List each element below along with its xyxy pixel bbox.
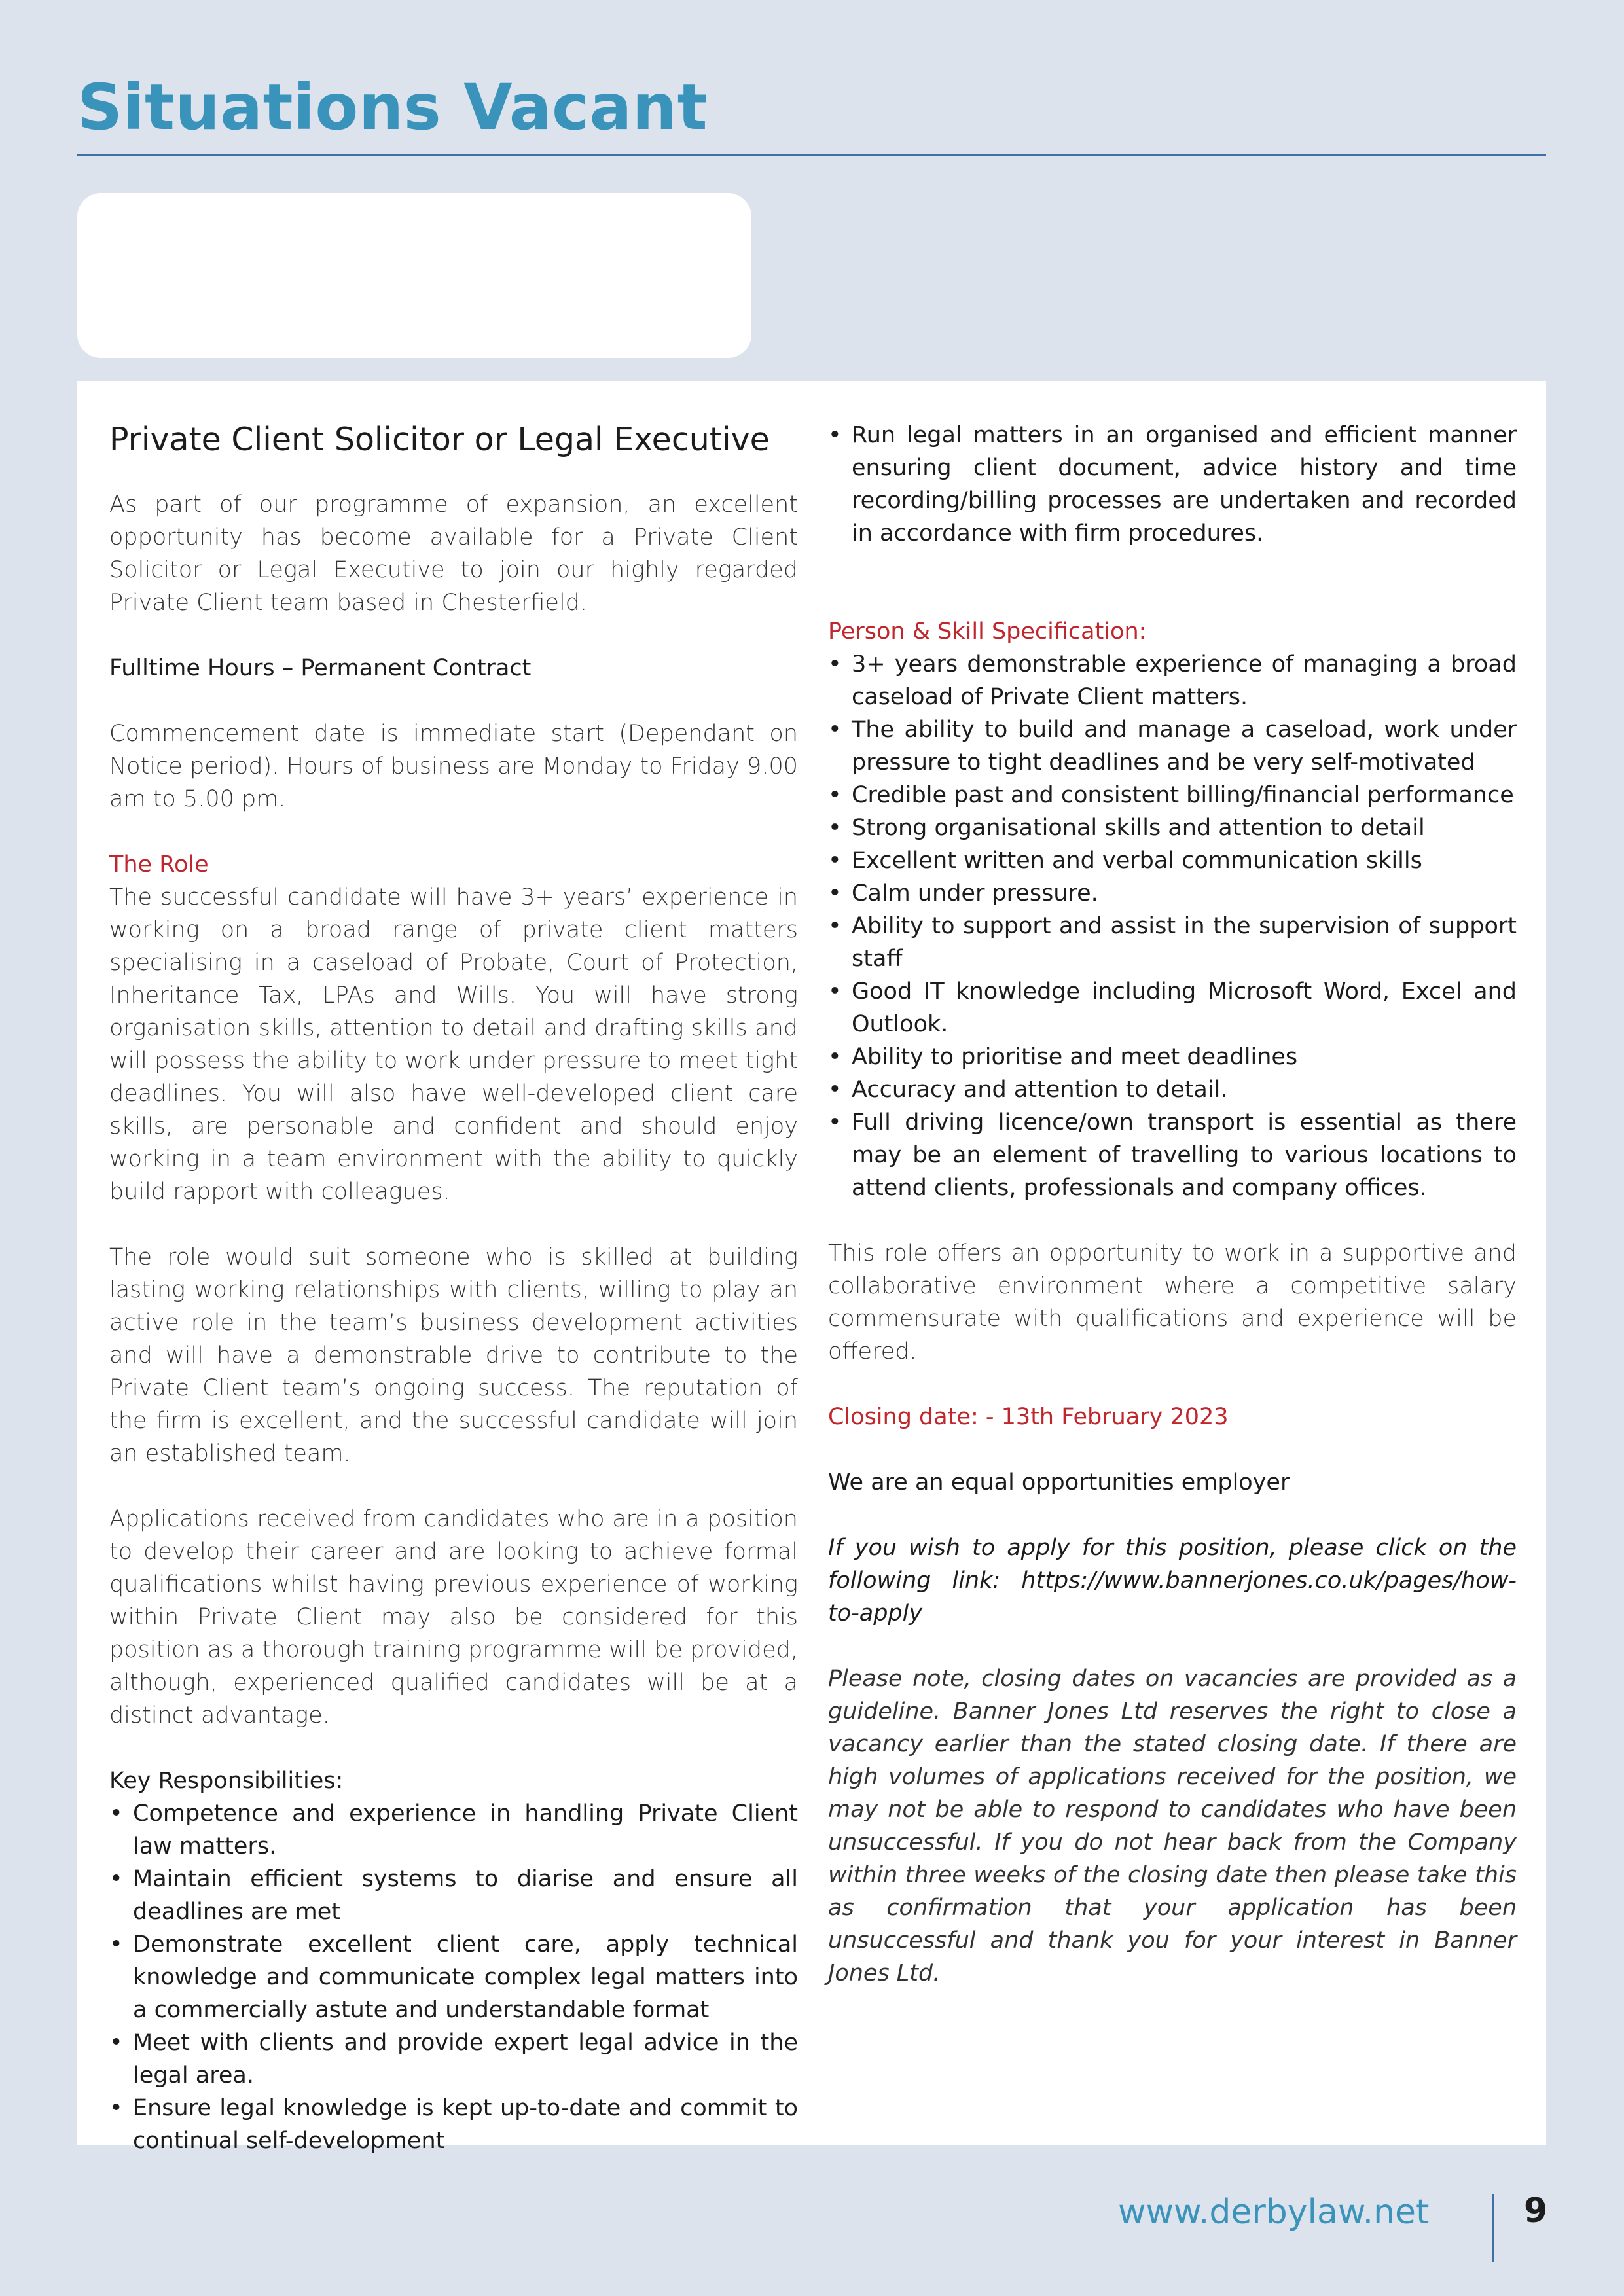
- offer-paragraph: This role offers an opportunity to work in a supportive and collaborative environment where a competitive salary commensurate with qualifications and experience will be offered.: [828, 1240, 1517, 1365]
- list-item: • Ensure legal knowledge is kept up-to-date and commit to continual self-development: [109, 2092, 798, 2157]
- role-paragraph-1: The successful candidate will have 3+ years’ experience in working on a broad range of private client matters specialising in a caseload of Probate, Court of Protection, Inheritance Tax, LPAs and Wills. You will have strong organisation skills, attention to detail and drafting skills and will possess the ability to work under pressure to meet tight deadlines. You will also have well-developed client care skills, are personable and confident and should enjoy working in a team environment with the ability to quickly build rapport with colleagues.: [109, 884, 798, 1205]
- list-item: • Ability to prioritise and meet deadlines: [828, 1041, 1517, 1073]
- header-divider: [77, 154, 1546, 156]
- logo-placeholder: [77, 193, 751, 358]
- list-item: • Good IT knowledge including Microsoft Word, Excel and Outlook.: [828, 975, 1517, 1041]
- list-item: • Run legal matters in an organised and efficient manner ensuring client document, advice history and time recording/billing processes are undertaken and recorded in accordance with firm procedures.: [828, 419, 1517, 550]
- responsibilities-list: [109, 1797, 798, 2157]
- responsibilities-list-continued: [828, 419, 1517, 550]
- footer-divider: [1492, 2194, 1494, 2262]
- job-advert-panel: [77, 381, 1546, 2154]
- right-column: [828, 419, 1517, 1990]
- footer-website-link[interactable]: www.derbylaw.net: [1118, 2193, 1430, 2232]
- role-paragraph-2: The role would suit someone who is skilled at building lasting working relationships with clients, willing to play an active role in the team’s business development activities and will have a demonstrable drive to contribute to the Private Client team’s ongoing success. The reputation of the firm is excellent, and the successful candidate will join an established team.: [109, 1244, 798, 1467]
- commencement-text: Commencement date is immediate start (Dependant on Notice period). Hours of business are Monday to Friday 9.00 am to 5.00 pm.: [109, 721, 798, 812]
- list-item: • Accuracy and attention to detail.: [828, 1073, 1517, 1106]
- list-item: • Strong organisational skills and attention to detail: [828, 812, 1517, 844]
- job-title: Private Client Solicitor or Legal Executive: [109, 421, 770, 458]
- left-column: [109, 419, 798, 2157]
- closing-note: Please note, closing dates on vacancies are provided as a guideline. Banner Jones Ltd reserves the right to close a vacancy earlier than the stated closing date. If there are high volumes of applications received for the position, we may not be able to respond to candidates who have been unsuccessful. If you do not hear back from the Company within three weeks of the closing date then please take this as confirmation that your application has been unsuccessful and thank you for your interest in Banner Jones Ltd.: [828, 1666, 1517, 1986]
- closing-date: Closing date: - 13th February 2023: [828, 1404, 1229, 1430]
- list-item: • Demonstrate excellent client care, apply technical knowledge and communicate complex legal matters into a commercially astute and understandable format: [109, 1928, 798, 2026]
- list-item: • Ability to support and assist in the supervision of support staff: [828, 910, 1517, 975]
- equal-opportunities: We are an equal opportunities employer: [828, 1469, 1290, 1496]
- responsibilities-heading: Key Responsibilities:: [109, 1768, 344, 1794]
- list-item: • Meet with clients and provide expert legal advice in the legal area.: [109, 2026, 798, 2092]
- role-paragraph-3: Applications received from candidates who are in a position to develop their career and are looking to achieve formal qualifications whilst having previous experience of working within Private Client may also be considered for this position as a thorough training programme will be provided, although, experienced qualified candidates will be at a distinct advantage.: [109, 1506, 798, 1729]
- page-title: Situations Vacant: [77, 71, 708, 144]
- list-item: • Credible past and consistent billing/financial performance: [828, 779, 1517, 812]
- intro-paragraph: As part of our programme of expansion, an excellent opportunity has become available for a Private Client Solicitor or Legal Executive to join our highly regarded Private Client team based in Chesterfield.: [109, 492, 798, 616]
- list-item: • Full driving licence/own transport is essential as there may be an element of travelling to various locations to attend clients, professionals and company offices.: [828, 1106, 1517, 1204]
- role-heading: The Role: [109, 852, 209, 878]
- page-number: 9: [1524, 2191, 1548, 2231]
- list-item: • Excellent written and verbal communication skills: [828, 844, 1517, 877]
- hours-text: Fulltime Hours – Permanent Contract: [109, 655, 532, 681]
- apply-instructions[interactable]: If you wish to apply for this position, please click on the following link: https://www.bannerjones.co.uk/pages/how-to-apply: [828, 1535, 1517, 1626]
- list-item: • The ability to build and manage a caseload, work under pressure to tight deadlines and be very self-motivated: [828, 713, 1517, 779]
- spec-heading: Person & Skill Specification:: [828, 619, 1147, 645]
- list-item: • Calm under pressure.: [828, 877, 1517, 910]
- list-item: • Maintain efficient systems to diarise and ensure all deadlines are met: [109, 1863, 798, 1928]
- list-item: • 3+ years demonstrable experience of managing a broad caseload of Private Client matters.: [828, 648, 1517, 713]
- spec-list: [828, 648, 1517, 1204]
- list-item: • Competence and experience in handling Private Client law matters.: [109, 1797, 798, 1863]
